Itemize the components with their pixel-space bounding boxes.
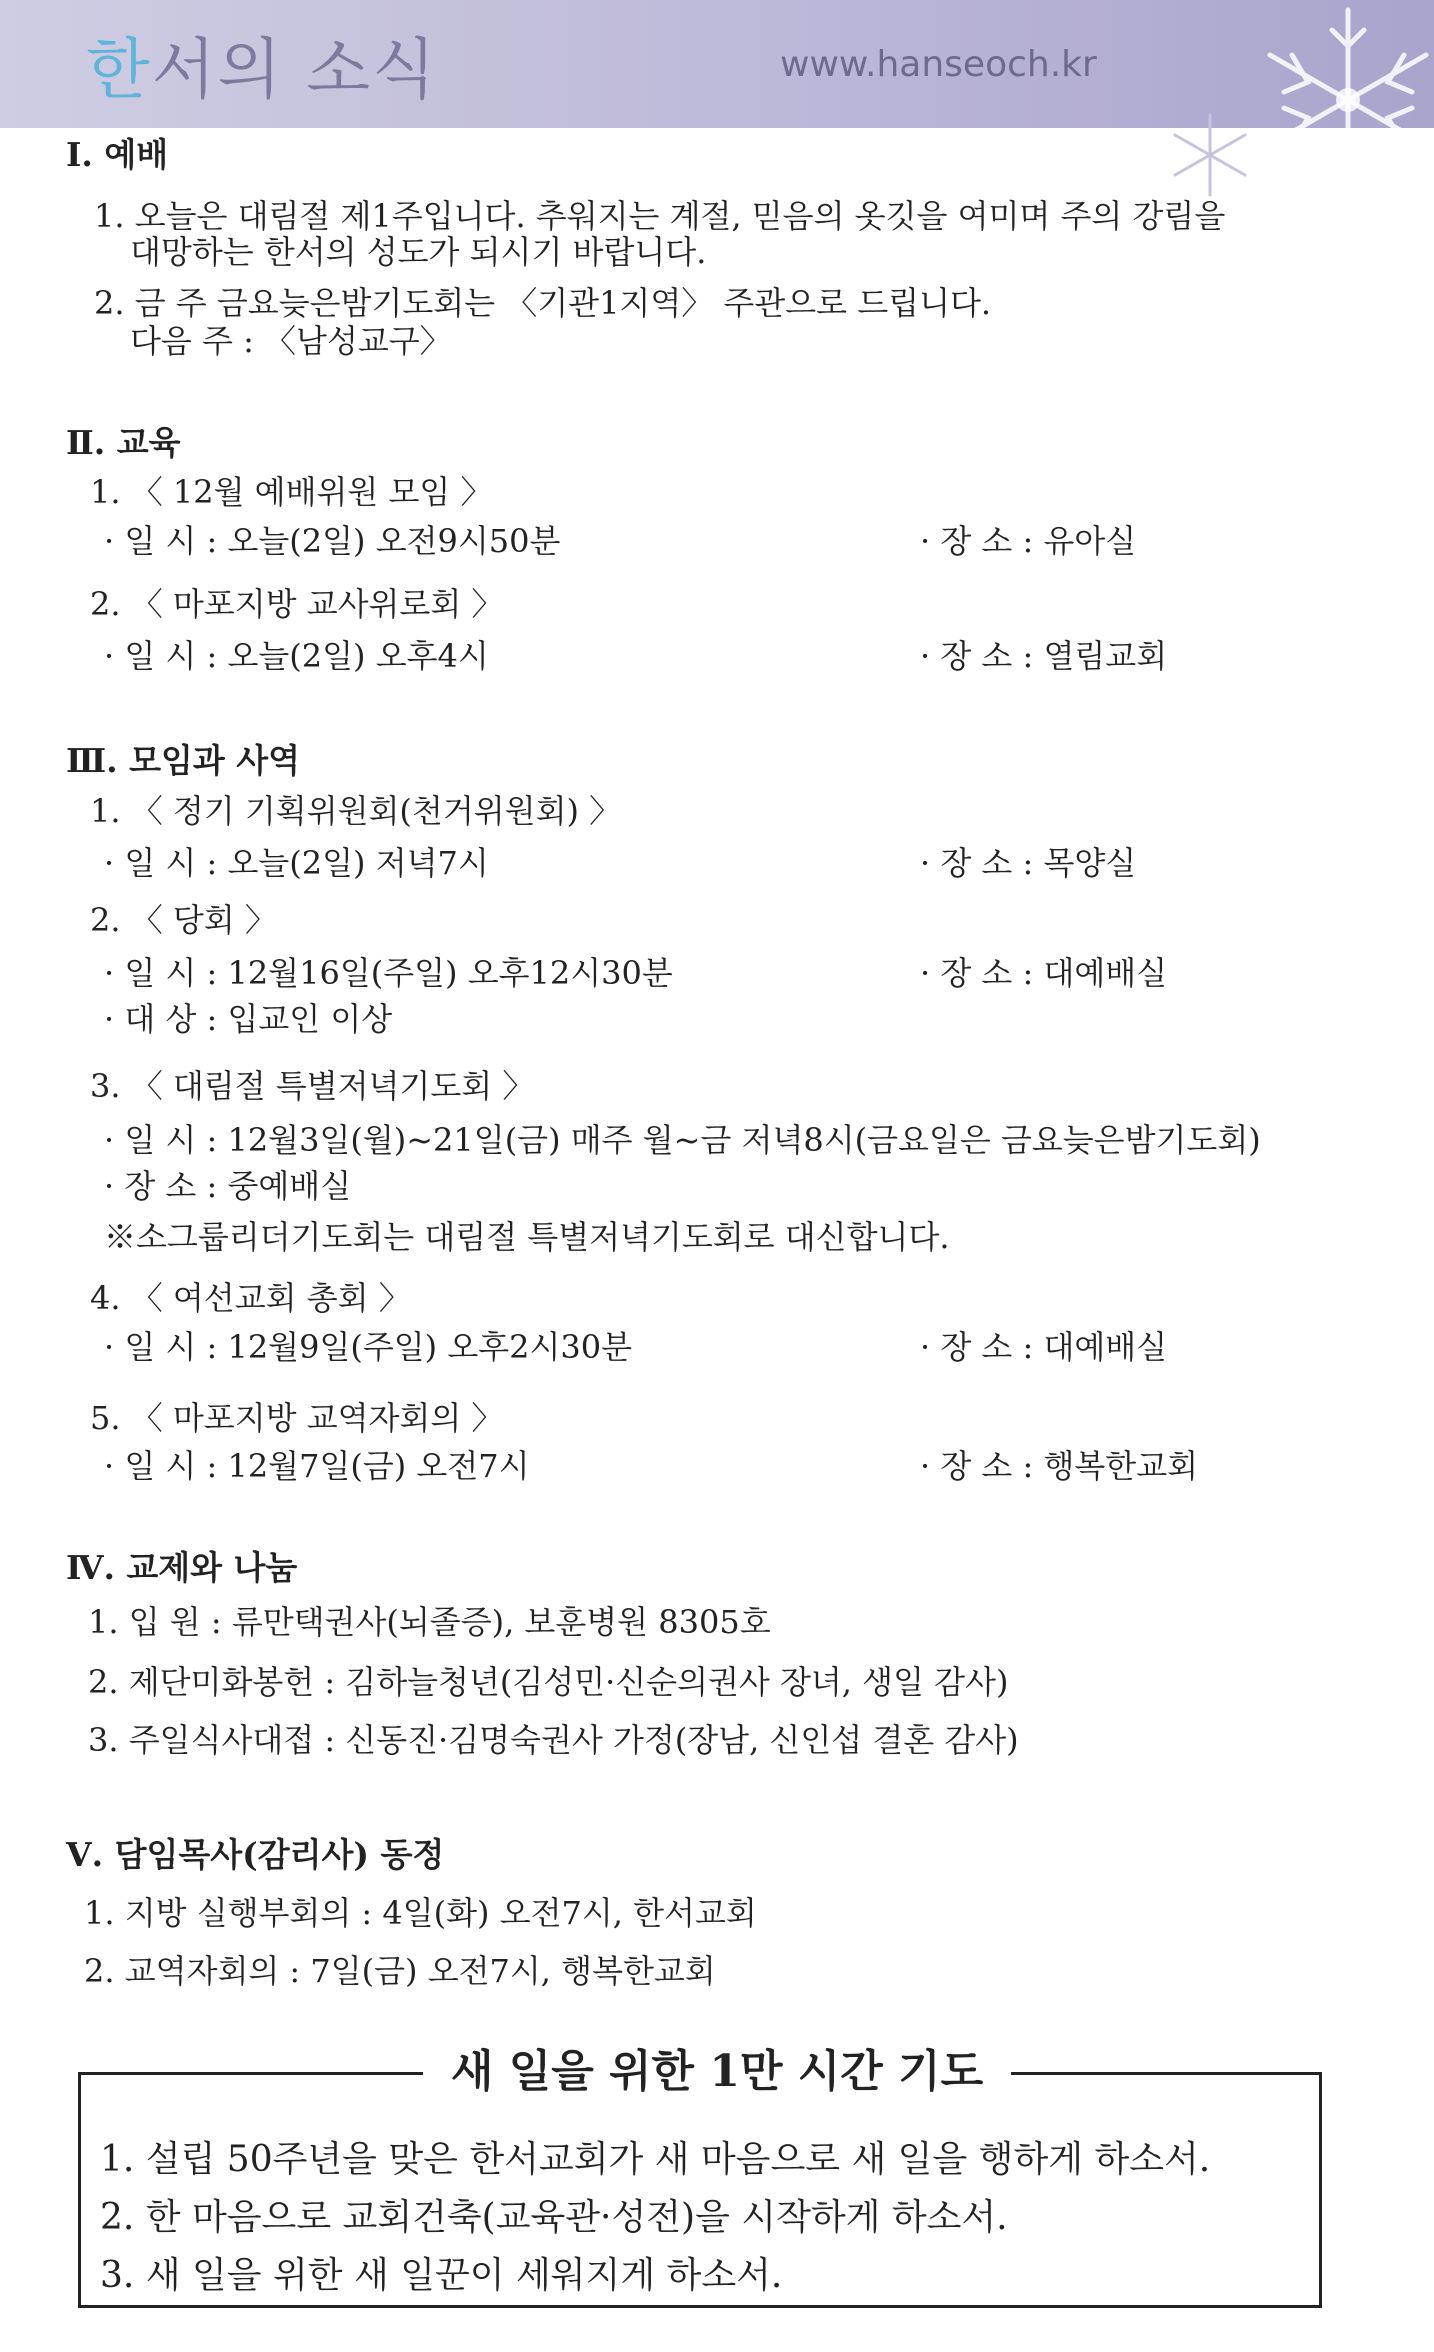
section-heading-worship: Ⅰ. 예배 xyxy=(66,135,169,174)
education-item-2-place: · 장 소 : 열림교회 xyxy=(920,637,1168,675)
education-item-1-place: · 장 소 : 유아실 xyxy=(920,522,1137,560)
fellowship-item-2: 2. 제단미화봉헌 : 김하늘청년(김성민·신순의권사 장녀, 생일 감사) xyxy=(88,1663,1009,1701)
meetings-item-3: 3. 〈 대림절 특별저녁기도회 〉 xyxy=(90,1067,535,1105)
meetings-item-1: 1. 〈 정기 기획위원회(천거위원회) 〉 xyxy=(90,792,622,830)
meetings-item-3-note: ※소그룹리더기도회는 대림절 특별저녁기도회로 대신합니다. xyxy=(104,1218,950,1256)
prayer-item-2: 2. 한 마음으로 교회건축(교육관·성전)을 시작하게 하소서. xyxy=(100,2197,1008,2238)
section-heading-meetings: Ⅲ. 모임과 사역 xyxy=(66,741,301,780)
fellowship-item-1: 1. 입 원 : 류만택권사(뇌졸증), 보훈병원 8305호 xyxy=(88,1603,771,1641)
title-accent: 한 xyxy=(86,31,152,108)
title-rest: 서의 소식 xyxy=(151,31,438,108)
meetings-item-3-place: · 장 소 : 중예배실 xyxy=(104,1167,352,1205)
pastor-item-1: 1. 지방 실행부회의 : 4일(화) 오전7시, 한서교회 xyxy=(84,1894,757,1932)
section-heading-pastor: Ⅴ. 담임목사(감리사) 동정 xyxy=(66,1835,445,1874)
website-url[interactable]: www.hanseoch.kr xyxy=(780,44,1097,85)
section-heading-fellowship: Ⅳ. 교제와 나눔 xyxy=(66,1548,298,1587)
meetings-item-4-time: · 일 시 : 12월9일(주일) 오후2시30분 xyxy=(104,1328,633,1366)
worship-item-1-line-2: 대망하는 한서의 성도가 되시기 바랍니다. xyxy=(130,233,707,271)
meetings-item-3-time: · 일 시 : 12월3일(월)~21일(금) 매주 월~금 저녁8시(금요일은 금요늦은밤기도회) xyxy=(104,1121,1261,1159)
meetings-item-2-target: · 대 상 : 입교인 이상 xyxy=(104,1000,393,1038)
education-item-1: 1. 〈 12월 예배위원 모임 〉 xyxy=(90,473,493,511)
prayer-item-1: 1. 설립 50주년을 맞은 한서교회가 새 마음으로 새 일을 행하게 하소서. xyxy=(100,2139,1211,2180)
meetings-item-4: 4. 〈 여선교회 총회 〉 xyxy=(90,1279,411,1317)
meetings-item-1-place: · 장 소 : 목양실 xyxy=(920,844,1137,882)
section-heading-education: Ⅱ. 교육 xyxy=(66,423,181,462)
pastor-item-2: 2. 교역자회의 : 7일(금) 오전7시, 행복한교회 xyxy=(84,1952,716,1990)
worship-item-2-line-1: 2. 금 주 금요늦은밤기도회는 〈기관1지역〉 주관으로 드립니다. xyxy=(94,284,992,322)
worship-item-2-line-2: 다음 주 : 〈남성교구〉 xyxy=(130,322,452,360)
prayer-box-title xyxy=(0,2044,1434,2100)
worship-item-1-line-1: 1. 오늘은 대림절 제1주입니다. 추워지는 계절, 믿음의 옷깃을 여미며 주의 강림을 xyxy=(94,197,1226,235)
meetings-item-2: 2. 〈 당회 〉 xyxy=(90,901,277,939)
meetings-item-5-time: · 일 시 : 12월7일(금) 오전7시 xyxy=(104,1447,530,1485)
meetings-item-5: 5. 〈 마포지방 교역자회의 〉 xyxy=(90,1399,504,1437)
fellowship-item-3: 3. 주일식사대접 : 신동진·김명숙권사 가정(장남, 신인섭 결혼 감사) xyxy=(88,1721,1019,1759)
meetings-item-2-time: · 일 시 : 12월16일(주일) 오후12시30분 xyxy=(104,954,673,992)
meetings-item-4-place: · 장 소 : 대예배실 xyxy=(920,1328,1168,1366)
meetings-item-2-place: · 장 소 : 대예배실 xyxy=(920,954,1168,992)
education-item-2-time: · 일 시 : 오늘(2일) 오후4시 xyxy=(104,637,489,675)
education-item-2: 2. 〈 마포지방 교사위로회 〉 xyxy=(90,585,504,623)
prayer-item-3: 3. 새 일을 위한 새 일꾼이 세워지게 하소서. xyxy=(100,2255,783,2296)
meetings-item-1-time: · 일 시 : 오늘(2일) 저녁7시 xyxy=(104,844,489,882)
education-item-1-time: · 일 시 : 오늘(2일) 오전9시50분 xyxy=(104,522,561,560)
meetings-item-5-place: · 장 소 : 행복한교회 xyxy=(920,1447,1199,1485)
prayer-box-title-text: 새 일을 위한 1만 시간 기도 xyxy=(423,2046,1011,2097)
